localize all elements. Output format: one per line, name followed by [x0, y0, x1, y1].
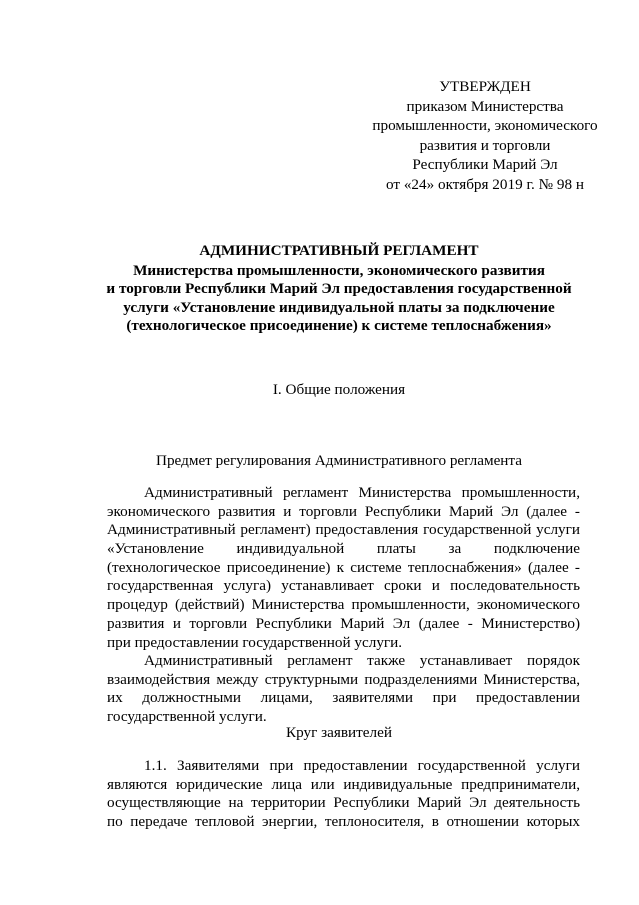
paragraph-line: государственная услуга) устанавливает сроки и последовательность	[107, 577, 580, 595]
paragraph-line: при предоставлении государственной услуги.	[107, 633, 403, 651]
paragraph-line: 1.1. Заявителями при предоставлении государственной услуги	[144, 757, 580, 774]
approval-line: от «24» октября 2019 г. № 98 н	[386, 175, 584, 193]
paragraph-line: по передаче тепловой энергии, теплоносителя, в отношении которых	[107, 813, 580, 831]
main-title: АДМИНИСТРАТИВНЫЙ РЕГЛАМЕНТ	[199, 242, 479, 259]
paragraph-line: развития и торговли Республики Марий Эл (далее - Министерство)	[107, 614, 580, 632]
paragraph-line: осуществляющие на территории Республики Марий Эл деятельность	[107, 794, 580, 812]
paragraph-line: взаимодействия между структурными подразделениями Министерства,	[107, 670, 580, 688]
section-heading-subject: Предмет регулирования Административного регламента	[156, 452, 522, 469]
paragraph-line: государственной услуги.	[107, 708, 267, 726]
title-line: услуги «Установление индивидуальной платы за подключение	[123, 298, 555, 316]
paragraph-line: (технологическое присоединение) к системе теплоснабжения» (далее -	[107, 558, 580, 576]
approval-line: Республики Марий Эл	[412, 156, 558, 174]
paragraph-line: Административный регламент также устанавливает порядок	[144, 652, 580, 669]
paragraph-line: процедур (действий) Министерства промышленности, экономического	[107, 596, 580, 614]
approval-line: развития и торговли	[419, 136, 551, 154]
approval-line: УТВЕРЖДЕН	[439, 78, 531, 95]
approval-line: приказом Министерства	[406, 97, 564, 115]
title-line: (технологическое присоединение) к системе теплоснабжения»	[126, 317, 552, 335]
paragraph-interaction-order	[107, 652, 580, 727]
paragraph-line: экономического развития и торговли Республики Марий Эл (далее -	[107, 502, 580, 520]
paragraph-applicants	[107, 757, 580, 832]
paragraph-line: являются юридические лица или индивидуальные предприниматели,	[107, 775, 580, 793]
approval-line: промышленности, экономического	[372, 117, 598, 135]
paragraph-line: «Установление индивидуальной платы за подключение	[107, 540, 580, 558]
approval-stamp	[360, 77, 610, 195]
title-line: и торговли Республики Марий Эл предоставления государственной	[106, 280, 572, 298]
document-title	[95, 242, 583, 336]
section-heading-applicants: Круг заявителей	[286, 724, 392, 741]
section-heading-general: I. Общие положения	[272, 381, 406, 398]
paragraph-line: их должностными лицами, заявителями при предоставлении	[107, 689, 580, 707]
paragraph-line: Административный регламент Министерства промышленности,	[144, 484, 580, 501]
title-line: Министерства промышленности, экономического развития	[133, 261, 545, 279]
paragraph-regulation-scope	[107, 484, 580, 652]
paragraph-line: Административный регламент) предоставления государственной услуги	[107, 521, 580, 539]
